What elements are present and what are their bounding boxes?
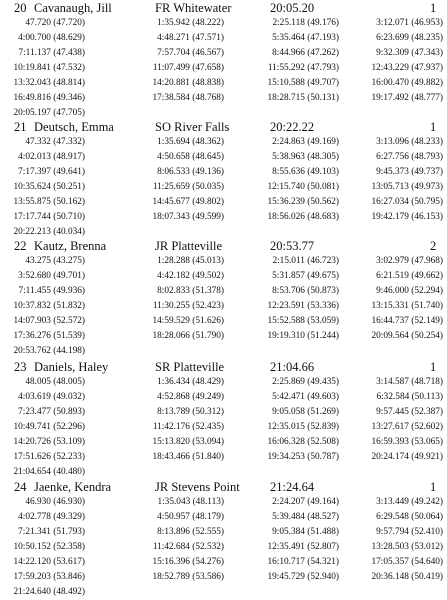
split-cell: 14:45.677 (49.802) (152, 197, 224, 207)
split-cell: 10:19.841 (47.532) (13, 63, 85, 73)
split-cell: 16:59.393 (53.065) (371, 437, 443, 447)
athlete-name: Kautz, Brenna (34, 239, 107, 253)
athlete-name: Cavanaugh, Jill (34, 1, 112, 15)
split-cell: 8:13.896 (52.555) (157, 527, 224, 537)
split-cell: 9:57.445 (52.387) (376, 407, 443, 417)
split-cell: 4:50.658 (48.645) (157, 152, 224, 162)
split-cell: 11:42.684 (52.532) (152, 542, 224, 552)
split-row (0, 375, 447, 390)
split-row (0, 570, 447, 585)
split-cell: 8:06.533 (49.136) (157, 167, 224, 177)
split-cell: 1:35.694 (48.362) (157, 137, 224, 147)
athlete-header (0, 0, 447, 16)
split-cell: 18:28.715 (50.131) (267, 93, 339, 103)
split-row (0, 405, 447, 420)
split-row (0, 195, 447, 210)
split-cell: 19:19.310 (51.244) (267, 331, 339, 341)
split-cell: 19:42.179 (46.153) (371, 212, 443, 222)
split-cell: 8:44.966 (47.262) (272, 48, 339, 58)
split-cell: 13:27.617 (52.602) (371, 422, 443, 432)
split-cell: 10:37.832 (51.832) (13, 301, 85, 311)
split-cell: 8:02.833 (51.378) (157, 286, 224, 296)
split-cell: 7:11.455 (49.936) (18, 286, 85, 296)
split-cell: 16:00.470 (49.882) (371, 78, 443, 88)
split-cell: 15:10.588 (49.707) (267, 78, 339, 88)
split-cell: 5:35.464 (47.193) (272, 33, 339, 43)
points: 1 (430, 120, 437, 134)
split-cell: 11:30.255 (52.423) (152, 301, 224, 311)
split-cell: 1:28.288 (45.013) (157, 256, 224, 266)
athlete-header (0, 119, 447, 135)
points: 1 (430, 360, 437, 374)
split-cell: 12:35.491 (52.807) (267, 542, 339, 552)
split-row (0, 555, 447, 570)
split-cell: 2:24.863 (49.169) (272, 137, 339, 147)
split-cell: 12:35.015 (52.839) (267, 422, 339, 432)
split-cell: 20:05.197 (47.705) (13, 108, 85, 118)
split-row (0, 135, 447, 150)
split-cell: 13:55.875 (50.162) (13, 197, 85, 207)
split-cell: 21:04.654 (40.480) (13, 467, 85, 477)
split-cell: 7:17.397 (49.641) (18, 167, 85, 177)
split-cell: 7:11.137 (47.438) (18, 48, 85, 58)
split-cell: 43.275 (43.275) (25, 256, 85, 266)
athlete-name: Jaenke, Kendra (34, 480, 112, 494)
final-time: 21:24.64 (270, 480, 315, 494)
split-cell: 4:03.619 (49.032) (18, 392, 85, 402)
split-row (0, 435, 447, 450)
split-cell: 4:00.700 (48.629) (18, 33, 85, 43)
split-cell: 3:02.979 (47.968) (376, 256, 443, 266)
split-cell: 1:35.942 (48.222) (157, 18, 224, 28)
year-school: JR Platteville (155, 239, 223, 253)
split-cell: 17:51.626 (52.233) (13, 452, 85, 462)
split-cell: 12:43.229 (47.937) (371, 63, 443, 73)
split-row (0, 269, 447, 284)
split-cell: 2:15.011 (46.723) (272, 256, 339, 266)
split-cell: 2:24.207 (49.164) (272, 497, 339, 507)
split-cell: 20:09.564 (50.254) (371, 331, 443, 341)
split-cell: 14:07.903 (52.572) (13, 316, 85, 326)
split-row (0, 254, 447, 269)
split-row (0, 210, 447, 225)
split-cell: 14:22.120 (53.617) (13, 557, 85, 567)
place: 23 (14, 360, 27, 374)
split-cell: 19:34.253 (50.787) (267, 452, 339, 462)
split-cell: 9:05.384 (51.488) (272, 527, 339, 537)
split-cell: 15:52.588 (53.059) (267, 316, 339, 326)
split-row (0, 150, 447, 165)
split-cell: 2:25.869 (49.435) (272, 377, 339, 387)
split-cell: 21:24.640 (48.492) (13, 587, 85, 597)
split-row (0, 46, 447, 61)
split-cell: 1:36.434 (48.429) (157, 377, 224, 387)
split-cell: 3:12.071 (46.953) (376, 18, 443, 28)
split-cell: 12:15.740 (50.081) (267, 182, 339, 192)
year-school: JR Stevens Point (155, 480, 240, 494)
athlete-header (0, 359, 447, 375)
split-cell: 4:02.013 (48.917) (18, 152, 85, 162)
split-cell: 4:50.957 (48.179) (157, 512, 224, 522)
split-cell: 18:07.343 (49.599) (152, 212, 224, 222)
split-cell: 8:53.706 (50.873) (272, 286, 339, 296)
split-cell: 14:20.881 (48.838) (152, 78, 224, 88)
split-cell: 13:28.503 (53.012) (371, 542, 443, 552)
split-row (0, 76, 447, 91)
split-cell: 13:05.713 (49.973) (371, 182, 443, 192)
split-cell: 8:55.636 (49.103) (272, 167, 339, 177)
split-cell: 6:32.584 (50.113) (376, 392, 443, 402)
split-cell: 16:49.816 (49.346) (13, 93, 85, 103)
athlete-header (0, 238, 447, 254)
split-row (0, 165, 447, 180)
place: 21 (14, 120, 27, 134)
split-cell: 9:32.309 (47.343) (376, 48, 443, 58)
split-cell: 16:06.328 (52.508) (267, 437, 339, 447)
split-cell: 4:48.271 (47.571) (157, 33, 224, 43)
split-cell: 19:45.729 (52.940) (267, 572, 339, 582)
final-time: 20:53.77 (270, 239, 315, 253)
split-cell: 6:21.519 (49.662) (376, 271, 443, 281)
split-cell: 10:35.624 (50.251) (13, 182, 85, 192)
split-cell: 15:13.820 (53.094) (152, 437, 224, 447)
split-row (0, 525, 447, 540)
split-row (0, 510, 447, 525)
split-cell: 20:24.174 (49.921) (371, 452, 443, 462)
split-cell: 9:05.058 (51.269) (272, 407, 339, 417)
split-cell: 18:52.789 (53.586) (152, 572, 224, 582)
split-cell: 9:57.794 (52.410) (376, 527, 443, 537)
split-cell: 4:52.868 (49.249) (157, 392, 224, 402)
split-row (0, 329, 447, 344)
final-time: 20:22.22 (270, 120, 315, 134)
split-cell: 7:23.477 (50.893) (18, 407, 85, 417)
split-cell: 6:23.699 (48.235) (376, 33, 443, 43)
split-cell: 8:13.789 (50.312) (157, 407, 224, 417)
split-row (0, 284, 447, 299)
athlete-name: Daniels, Haley (34, 360, 109, 374)
split-cell: 47.720 (47.720) (25, 18, 85, 28)
split-cell: 16:10.717 (54.321) (267, 557, 339, 567)
split-cell: 5:38.963 (48.305) (272, 152, 339, 162)
athlete-header (0, 479, 447, 495)
split-cell: 17:59.203 (53.846) (13, 572, 85, 582)
year-school: SO River Falls (155, 120, 230, 134)
split-cell: 11:55.292 (47.793) (267, 63, 339, 73)
split-cell: 13:15.331 (51.740) (371, 301, 443, 311)
split-cell: 7:57.704 (46.567) (157, 48, 224, 58)
split-cell: 20:22.213 (40.034) (13, 227, 85, 237)
points: 1 (430, 1, 437, 15)
split-cell: 5:31.857 (49.675) (272, 271, 339, 281)
split-row (0, 299, 447, 314)
split-cell: 16:27.034 (50.795) (371, 197, 443, 207)
split-row (0, 390, 447, 405)
split-cell: 3:14.587 (48.718) (376, 377, 443, 387)
split-row (0, 465, 447, 480)
split-row (0, 344, 447, 359)
split-row (0, 16, 447, 31)
split-cell: 11:07.499 (47.658) (152, 63, 224, 73)
place: 22 (14, 239, 27, 253)
split-cell: 20:53.762 (44.198) (13, 346, 85, 356)
split-cell: 17:17.744 (50.710) (13, 212, 85, 222)
split-cell: 16:44.737 (52.149) (371, 316, 443, 326)
split-cell: 10:49.741 (52.296) (13, 422, 85, 432)
split-cell: 9:45.373 (49.737) (376, 167, 443, 177)
split-row (0, 420, 447, 435)
split-cell: 11:25.659 (50.035) (152, 182, 224, 192)
split-cell: 6:27.756 (48.793) (376, 152, 443, 162)
split-cell: 3:13.096 (48.233) (376, 137, 443, 147)
year-school: SR Platteville (155, 360, 225, 374)
split-row (0, 91, 447, 106)
split-cell: 47.332 (47.332) (25, 137, 85, 147)
split-cell: 7:21.341 (51.793) (18, 527, 85, 537)
split-cell: 4:02.778 (49.329) (18, 512, 85, 522)
place: 24 (14, 480, 27, 494)
split-cell: 14:59.529 (51.626) (152, 316, 224, 326)
split-cell: 4:42.182 (49.502) (157, 271, 224, 281)
split-cell: 15:16.396 (54.276) (152, 557, 224, 567)
split-cell: 17:36.276 (51.539) (13, 331, 85, 341)
split-cell: 1:35.043 (48.113) (157, 497, 224, 507)
split-cell: 12:23.591 (53.336) (267, 301, 339, 311)
split-cell: 48.005 (48.005) (25, 377, 85, 387)
split-row (0, 495, 447, 510)
split-cell: 2:25.118 (49.176) (272, 18, 339, 28)
split-row (0, 31, 447, 46)
split-cell: 3:13.449 (49.242) (376, 497, 443, 507)
split-row (0, 450, 447, 465)
split-row (0, 180, 447, 195)
split-cell: 18:43.466 (51.840) (152, 452, 224, 462)
split-row (0, 314, 447, 329)
split-cell: 6:29.548 (50.064) (376, 512, 443, 522)
split-cell: 46.930 (46.930) (25, 497, 85, 507)
athlete-name: Deutsch, Emma (34, 120, 114, 134)
place: 20 (14, 1, 27, 15)
split-cell: 9:46.000 (52.294) (376, 286, 443, 296)
split-cell: 20:36.148 (50.419) (371, 572, 443, 582)
split-cell: 17:05.357 (54.640) (371, 557, 443, 567)
split-cell: 10:50.152 (52.358) (13, 542, 85, 552)
split-cell: 17:38.584 (48.768) (152, 93, 224, 103)
split-cell: 11:42.176 (52.435) (152, 422, 224, 432)
split-cell: 18:28.066 (51.790) (152, 331, 224, 341)
split-row (0, 540, 447, 555)
split-cell: 19:17.492 (48.777) (371, 93, 443, 103)
split-cell: 15:36.239 (50.562) (267, 197, 339, 207)
final-time: 20:05.20 (270, 1, 315, 15)
split-cell: 3:52.680 (49.701) (18, 271, 85, 281)
split-cell: 5:42.471 (49.603) (272, 392, 339, 402)
points: 2 (430, 239, 437, 253)
split-row (0, 61, 447, 76)
split-cell: 13:32.043 (48.814) (13, 78, 85, 88)
final-time: 21:04.66 (270, 360, 315, 374)
split-cell: 14:20.726 (53.109) (13, 437, 85, 447)
split-cell: 18:56.026 (48.683) (267, 212, 339, 222)
points: 1 (430, 480, 437, 494)
split-cell: 5:39.484 (48.527) (272, 512, 339, 522)
year-school: FR Whitewater (155, 1, 232, 15)
